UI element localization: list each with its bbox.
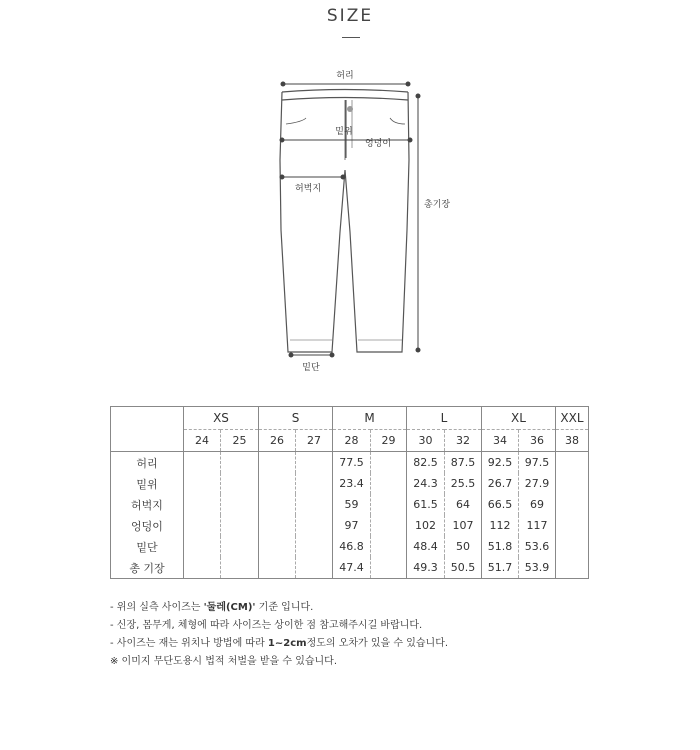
table-cell: 117 — [519, 515, 556, 536]
note-4: ※ 이미지 무단도용시 법적 처벌을 받을 수 있습니다. — [110, 656, 338, 667]
table-cell: 51.8 — [482, 536, 519, 557]
table-cell — [556, 452, 589, 474]
size-group-header: XL — [482, 407, 556, 430]
table-cell — [184, 494, 221, 515]
table-cell: 97.5 — [519, 452, 556, 474]
table-cell — [221, 473, 259, 494]
table-cell: 102 — [407, 515, 445, 536]
table-cell — [221, 494, 259, 515]
table-cell — [221, 452, 259, 474]
size-number-header: 36 — [519, 430, 556, 452]
table-row — [111, 473, 589, 494]
table-cell: 69 — [519, 494, 556, 515]
table-cell — [296, 557, 333, 579]
row-label: 밑위 — [111, 473, 184, 494]
table-cell: 27.9 — [519, 473, 556, 494]
size-group-header: XXL — [556, 407, 589, 430]
table-cell — [259, 473, 296, 494]
table-corner — [111, 407, 184, 452]
table-cell: 24.3 — [407, 473, 445, 494]
table-cell — [259, 494, 296, 515]
size-number-header: 27 — [296, 430, 333, 452]
note-2: - 신장, 몸무게, 체형에 따라 사이즈는 상이한 점 참고해주시길 바랍니다. — [110, 620, 423, 631]
table-row — [111, 452, 589, 474]
size-number-header: 25 — [221, 430, 259, 452]
table-cell: 107 — [445, 515, 482, 536]
table-cell: 77.5 — [333, 452, 371, 474]
table-cell: 64 — [445, 494, 482, 515]
table-cell — [296, 452, 333, 474]
table-cell — [296, 515, 333, 536]
label-hip: 엉덩이 — [364, 139, 392, 149]
label-thigh: 허벅지 — [294, 184, 322, 194]
table-row — [111, 536, 589, 557]
table-cell — [296, 473, 333, 494]
table-cell — [371, 536, 407, 557]
size-group-header: M — [333, 407, 407, 430]
label-hem: 밑단 — [302, 363, 320, 373]
size-number-header: 38 — [556, 430, 589, 452]
table-row — [111, 494, 589, 515]
size-group-header: XS — [184, 407, 259, 430]
button-mark — [347, 106, 353, 112]
row-label: 밑단 — [111, 536, 184, 557]
size-number-header: 34 — [482, 430, 519, 452]
table-cell — [184, 557, 221, 579]
row-label: 허벅지 — [111, 494, 184, 515]
label-waist: 허리 — [336, 71, 354, 81]
table-row — [111, 557, 589, 579]
label-length: 총기장 — [424, 200, 451, 210]
table-cell: 50 — [445, 536, 482, 557]
size-group-header: L — [407, 407, 482, 430]
page-title: SIZE — [326, 6, 374, 26]
size-number-header: 28 — [333, 430, 371, 452]
table-cell — [556, 557, 589, 579]
size-notes — [110, 599, 448, 671]
table-cell — [259, 536, 296, 557]
table-cell: 97 — [333, 515, 371, 536]
table-cell: 92.5 — [482, 452, 519, 474]
table-cell — [371, 452, 407, 474]
table-row — [111, 515, 589, 536]
table-cell: 51.7 — [482, 557, 519, 579]
table-cell — [259, 452, 296, 474]
size-table — [110, 406, 589, 579]
table-cell — [556, 473, 589, 494]
table-cell — [259, 557, 296, 579]
table-cell: 82.5 — [407, 452, 445, 474]
size-group-header: S — [259, 407, 333, 430]
table-cell: 50.5 — [445, 557, 482, 579]
table-cell: 47.4 — [333, 557, 371, 579]
table-cell: 23.4 — [333, 473, 371, 494]
table-cell — [556, 515, 589, 536]
table-cell: 59 — [333, 494, 371, 515]
size-number-header: 32 — [445, 430, 482, 452]
row-label: 총 기장 — [111, 557, 184, 579]
table-cell — [371, 557, 407, 579]
label-rise: 밑위 — [335, 127, 353, 137]
table-cell: 53.6 — [519, 536, 556, 557]
size-number-header: 24 — [184, 430, 221, 452]
row-label: 엉덩이 — [111, 515, 184, 536]
row-label: 허리 — [111, 452, 184, 474]
table-cell — [371, 494, 407, 515]
table-cell — [259, 515, 296, 536]
table-cell — [371, 515, 407, 536]
table-cell: 46.8 — [333, 536, 371, 557]
table-cell: 53.9 — [519, 557, 556, 579]
table-cell — [184, 473, 221, 494]
table-cell — [184, 452, 221, 474]
table-cell: 66.5 — [482, 494, 519, 515]
table-cell — [221, 557, 259, 579]
size-number-header: 30 — [407, 430, 445, 452]
note-1: - 위의 실측 사이즈는 '둘레(CM)' 기준 입니다. — [110, 602, 314, 613]
table-cell: 48.4 — [407, 536, 445, 557]
size-number-header: 29 — [371, 430, 407, 452]
table-cell: 61.5 — [407, 494, 445, 515]
table-cell — [296, 494, 333, 515]
table-cell — [221, 515, 259, 536]
table-cell — [184, 536, 221, 557]
measure-endpoints — [280, 82, 421, 358]
table-cell — [296, 536, 333, 557]
measure-lines — [282, 84, 418, 355]
table-cell: 26.7 — [482, 473, 519, 494]
table-cell: 112 — [482, 515, 519, 536]
table-cell: 87.5 — [445, 452, 482, 474]
table-cell: 49.3 — [407, 557, 445, 579]
table-cell — [371, 473, 407, 494]
table-cell — [556, 536, 589, 557]
table-cell — [221, 536, 259, 557]
table-cell: 25.5 — [445, 473, 482, 494]
table-cell — [184, 515, 221, 536]
note-3: - 사이즈는 재는 위치나 방법에 따라 1~2cm정도의 오차가 있을 수 있습니다. — [110, 638, 449, 649]
table-cell — [556, 494, 589, 515]
size-number-header: 26 — [259, 430, 296, 452]
